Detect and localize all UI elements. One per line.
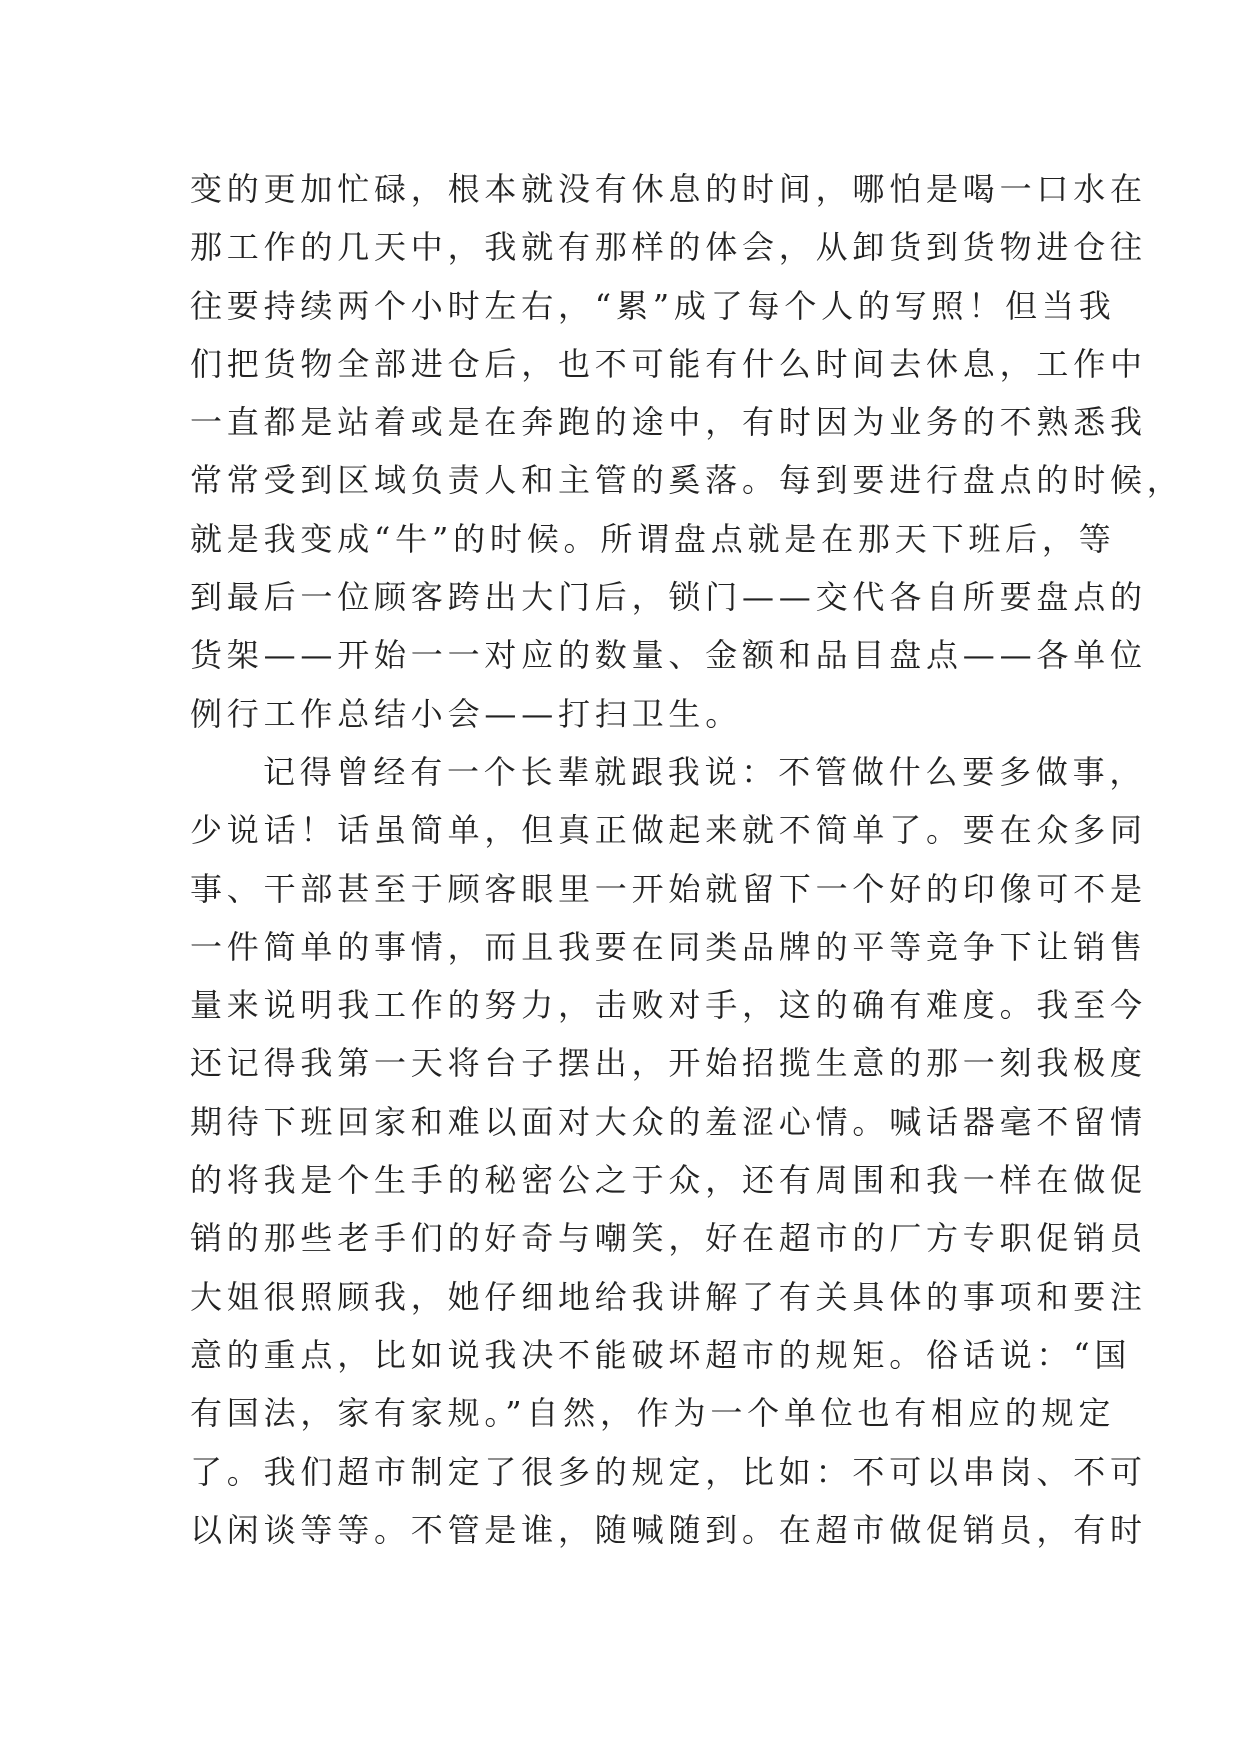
text-line: 的将我是个生手的秘密公之于众，还有周围和我一样在做促 [190,1161,1147,1200]
text-line: 变的更加忙碌，根本就没有休息的时间，哪怕是喝一口水在 [190,170,1147,208]
text-line: 就是我变成“牛”的时候。所谓盘点就是在那天下班后，等 [190,519,1116,558]
text-line: 还记得我第一天将台子摆出，开始招揽生意的那一刻我极度 [190,1044,1147,1083]
text-line: 一件简单的事情，而且我要在同类品牌的平等竞争下让销售 [190,927,1147,966]
text-line: 事、干部甚至于顾客眼里一开始就留下一个好的印像可不是 [190,869,1147,908]
text-line: 到最后一位顾客跨出大门后，锁门——交代各自所要盘点的 [190,578,1147,617]
text-line: 以闲谈等等。不管是谁，随喊随到。在超市做促销员，有时 [190,1510,1147,1549]
text-line: 一直都是站着或是在奔跑的途中，有时因为业务的不熟悉我 [190,403,1147,442]
body-text [190,160,1184,1559]
text-line: 了。我们超市制定了很多的规定，比如：不可以串岗、不可 [190,1452,1147,1491]
text-line: 往要持续两个小时左右，“累”成了每个人的写照！但当我 [190,286,1116,325]
text-line: 有国法，家有家规。”自然，作为一个单位也有相应的规定 [190,1394,1116,1433]
text-line: 意的重点，比如说我决不能破坏超市的规矩。俗话说：“国 [190,1335,1132,1374]
text-line: 货架——开始一一对应的数量、金额和品目盘点——各单位 [190,636,1147,675]
text-line: 量来说明我工作的努力，击败对手，这的确有难度。我至今 [190,986,1147,1025]
text-line: 期待下班回家和难以面对大众的羞涩心情。喊话器毫不留情 [190,1102,1147,1141]
text-line: 例行工作总结小会——打扫卫生。 [190,694,743,733]
text-line: 常常受到区域负责人和主管的奚落。每到要进行盘点的时候， [190,461,1184,500]
text-line: 少说话！话虽简单，但真正做起来就不简单了。要在众多同 [190,811,1147,850]
text-line: 销的那些老手们的好奇与嘲笑，好在超市的厂方专职促销员 [190,1219,1147,1258]
text-line: 们把货物全部进仓后，也不可能有什么时间去休息，工作中 [190,344,1147,383]
text-line: 那工作的几天中，我就有那样的体会，从卸货到货物进仓往 [190,228,1147,267]
text-line: 大姐很照顾我，她仔细地给我讲解了有关具体的事项和要注 [190,1277,1147,1316]
paragraph-start-line: 记得曾经有一个长辈就跟我说：不管做什么要多做事， [263,752,1147,791]
